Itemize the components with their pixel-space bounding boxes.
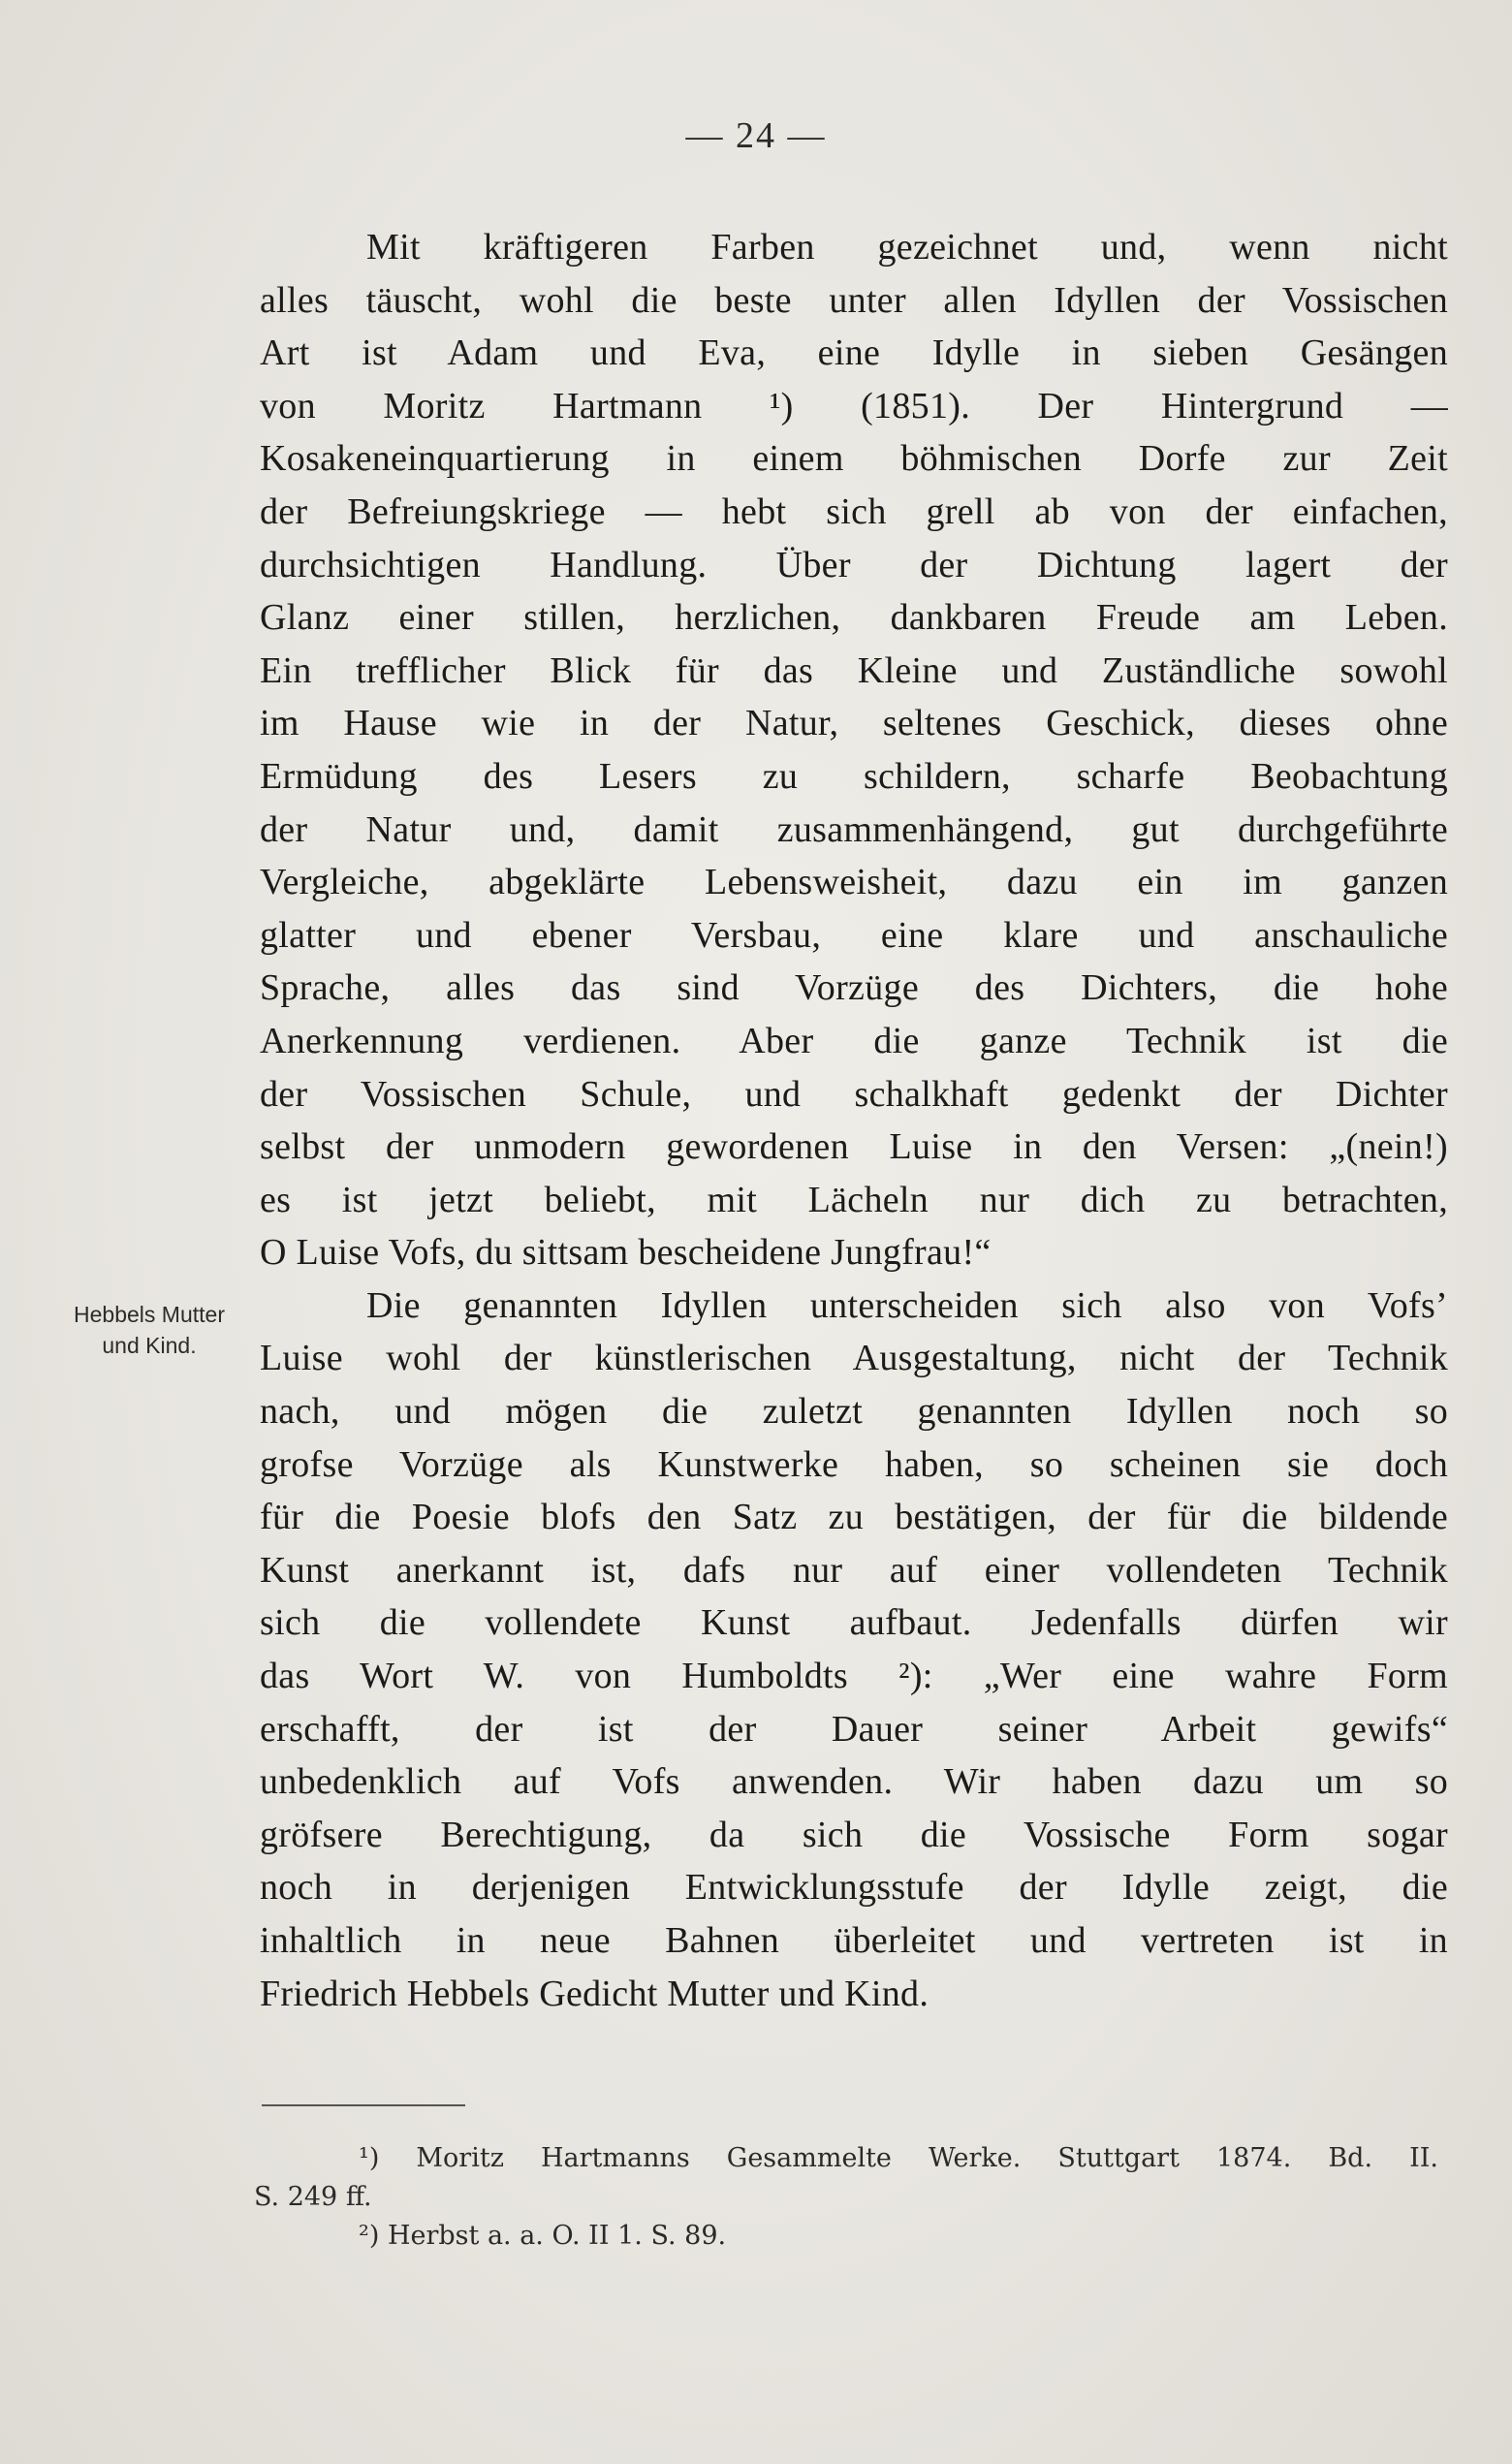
text-line: inhaltlich in neue Bahnen überleitet und vertreten ist in	[260, 1920, 1448, 1961]
text-line: Ein trefflicher Blick für das Kleine und Zuständliche sowohl	[260, 649, 1448, 691]
text-line: Die genannten Idyllen unterscheiden sich also von Vofs’	[366, 1284, 1448, 1326]
text-line: gröfsere Berechtigung, da sich die Vossische Form sogar	[260, 1814, 1448, 1855]
body-text	[260, 221, 1448, 2020]
footnotes	[254, 2139, 1438, 2256]
text-line: unbedenklich auf Vofs anwenden. Wir haben dazu um so	[260, 1761, 1448, 1803]
text-line: erschafft, der ist der Dauer seiner Arbeit gewifs“	[260, 1708, 1448, 1750]
text-line: der Befreiungskriege — hebt sich grell ab von der einfachen,	[260, 490, 1448, 532]
text-line: alles täuscht, wohl die beste unter allen Idyllen der Vossischen	[260, 279, 1448, 321]
footnote-line: S. 249 ff.	[254, 2182, 372, 2212]
text-line: glatter und ebener Versbau, eine klare und anschauliche	[260, 914, 1448, 956]
footnote-line: ²) Herbst a. a. O. II 1. S. 89.	[359, 2221, 727, 2251]
text-line: O Luise Vofs, du sittsam bescheidene Jungfrau!“	[260, 1232, 992, 1274]
text-line: Glanz einer stillen, herzlichen, dankbaren Freude am Leben.	[260, 597, 1448, 639]
text-line: im Hause wie in der Natur, seltenes Geschick, dieses ohne	[260, 703, 1448, 744]
margin-note-line: Hebbels Mutter	[74, 1302, 225, 1327]
margin-note	[43, 1299, 256, 1361]
margin-note-line: und Kind.	[102, 1333, 197, 1358]
text-line: noch in derjenigen Entwicklungsstufe der Idylle zeigt, die	[260, 1867, 1448, 1909]
text-line: Kosakeneinquartierung in einem böhmischen Dorfe zur Zeit	[260, 438, 1448, 480]
text-line: es ist jetzt beliebt, mit Lächeln nur dich zu betrachten,	[260, 1179, 1448, 1220]
text-line: grofse Vorzüge als Kunstwerke haben, so scheinen sie doch	[260, 1443, 1448, 1485]
text-line: von Moritz Hartmann ¹) (1851). Der Hintergrund —	[260, 385, 1448, 426]
text-line: Vergleiche, abgeklärte Lebensweisheit, dazu ein im ganzen	[260, 862, 1448, 903]
text-line: Art ist Adam und Eva, eine Idylle in sieben Gesängen	[260, 332, 1448, 374]
text-line: sich die vollendete Kunst aufbaut. Jedenfalls dürfen wir	[260, 1602, 1448, 1644]
text-line: Luise wohl der künstlerischen Ausgestaltung, nicht der Technik	[260, 1338, 1448, 1379]
text-line: Mit kräftigeren Farben gezeichnet und, wenn nicht	[366, 227, 1448, 268]
text-line: für die Poesie blofs den Satz zu bestätigen, der für die bildende	[260, 1497, 1448, 1538]
text-line: Kunst anerkannt ist, dafs nur auf einer vollendeten Technik	[260, 1549, 1448, 1591]
text-line: Anerkennung verdienen. Aber die ganze Technik ist die	[260, 1020, 1448, 1061]
text-line: nach, und mögen die zuletzt genannten Idyllen noch so	[260, 1391, 1448, 1433]
text-line: Ermüdung des Lesers zu schildern, scharfe Beobachtung	[260, 755, 1448, 797]
text-line: Friedrich Hebbels Gedicht Mutter und Kind.	[260, 1973, 929, 2014]
text-line: Sprache, alles das sind Vorzüge des Dichters, die hohe	[260, 967, 1448, 1009]
text-line: das Wort W. von Humboldts ²): „Wer eine wahre Form	[260, 1656, 1448, 1697]
text-line: selbst der unmodern gewordenen Luise in den Versen: „(nein!)	[260, 1126, 1448, 1168]
text-line: durchsichtigen Handlung. Über der Dichtung lagert der	[260, 544, 1448, 585]
page-number-header: — 24 —	[685, 115, 827, 156]
text-line: der Vossischen Schule, und schalkhaft gedenkt der Dichter	[260, 1073, 1448, 1115]
text-line: der Natur und, damit zusammenhängend, gut durchgeführte	[260, 808, 1448, 850]
footnote-divider	[262, 2104, 465, 2106]
footnote-line: ¹) Moritz Hartmanns Gesammelte Werke. Stuttgart 1874. Bd. II.	[359, 2143, 1438, 2173]
